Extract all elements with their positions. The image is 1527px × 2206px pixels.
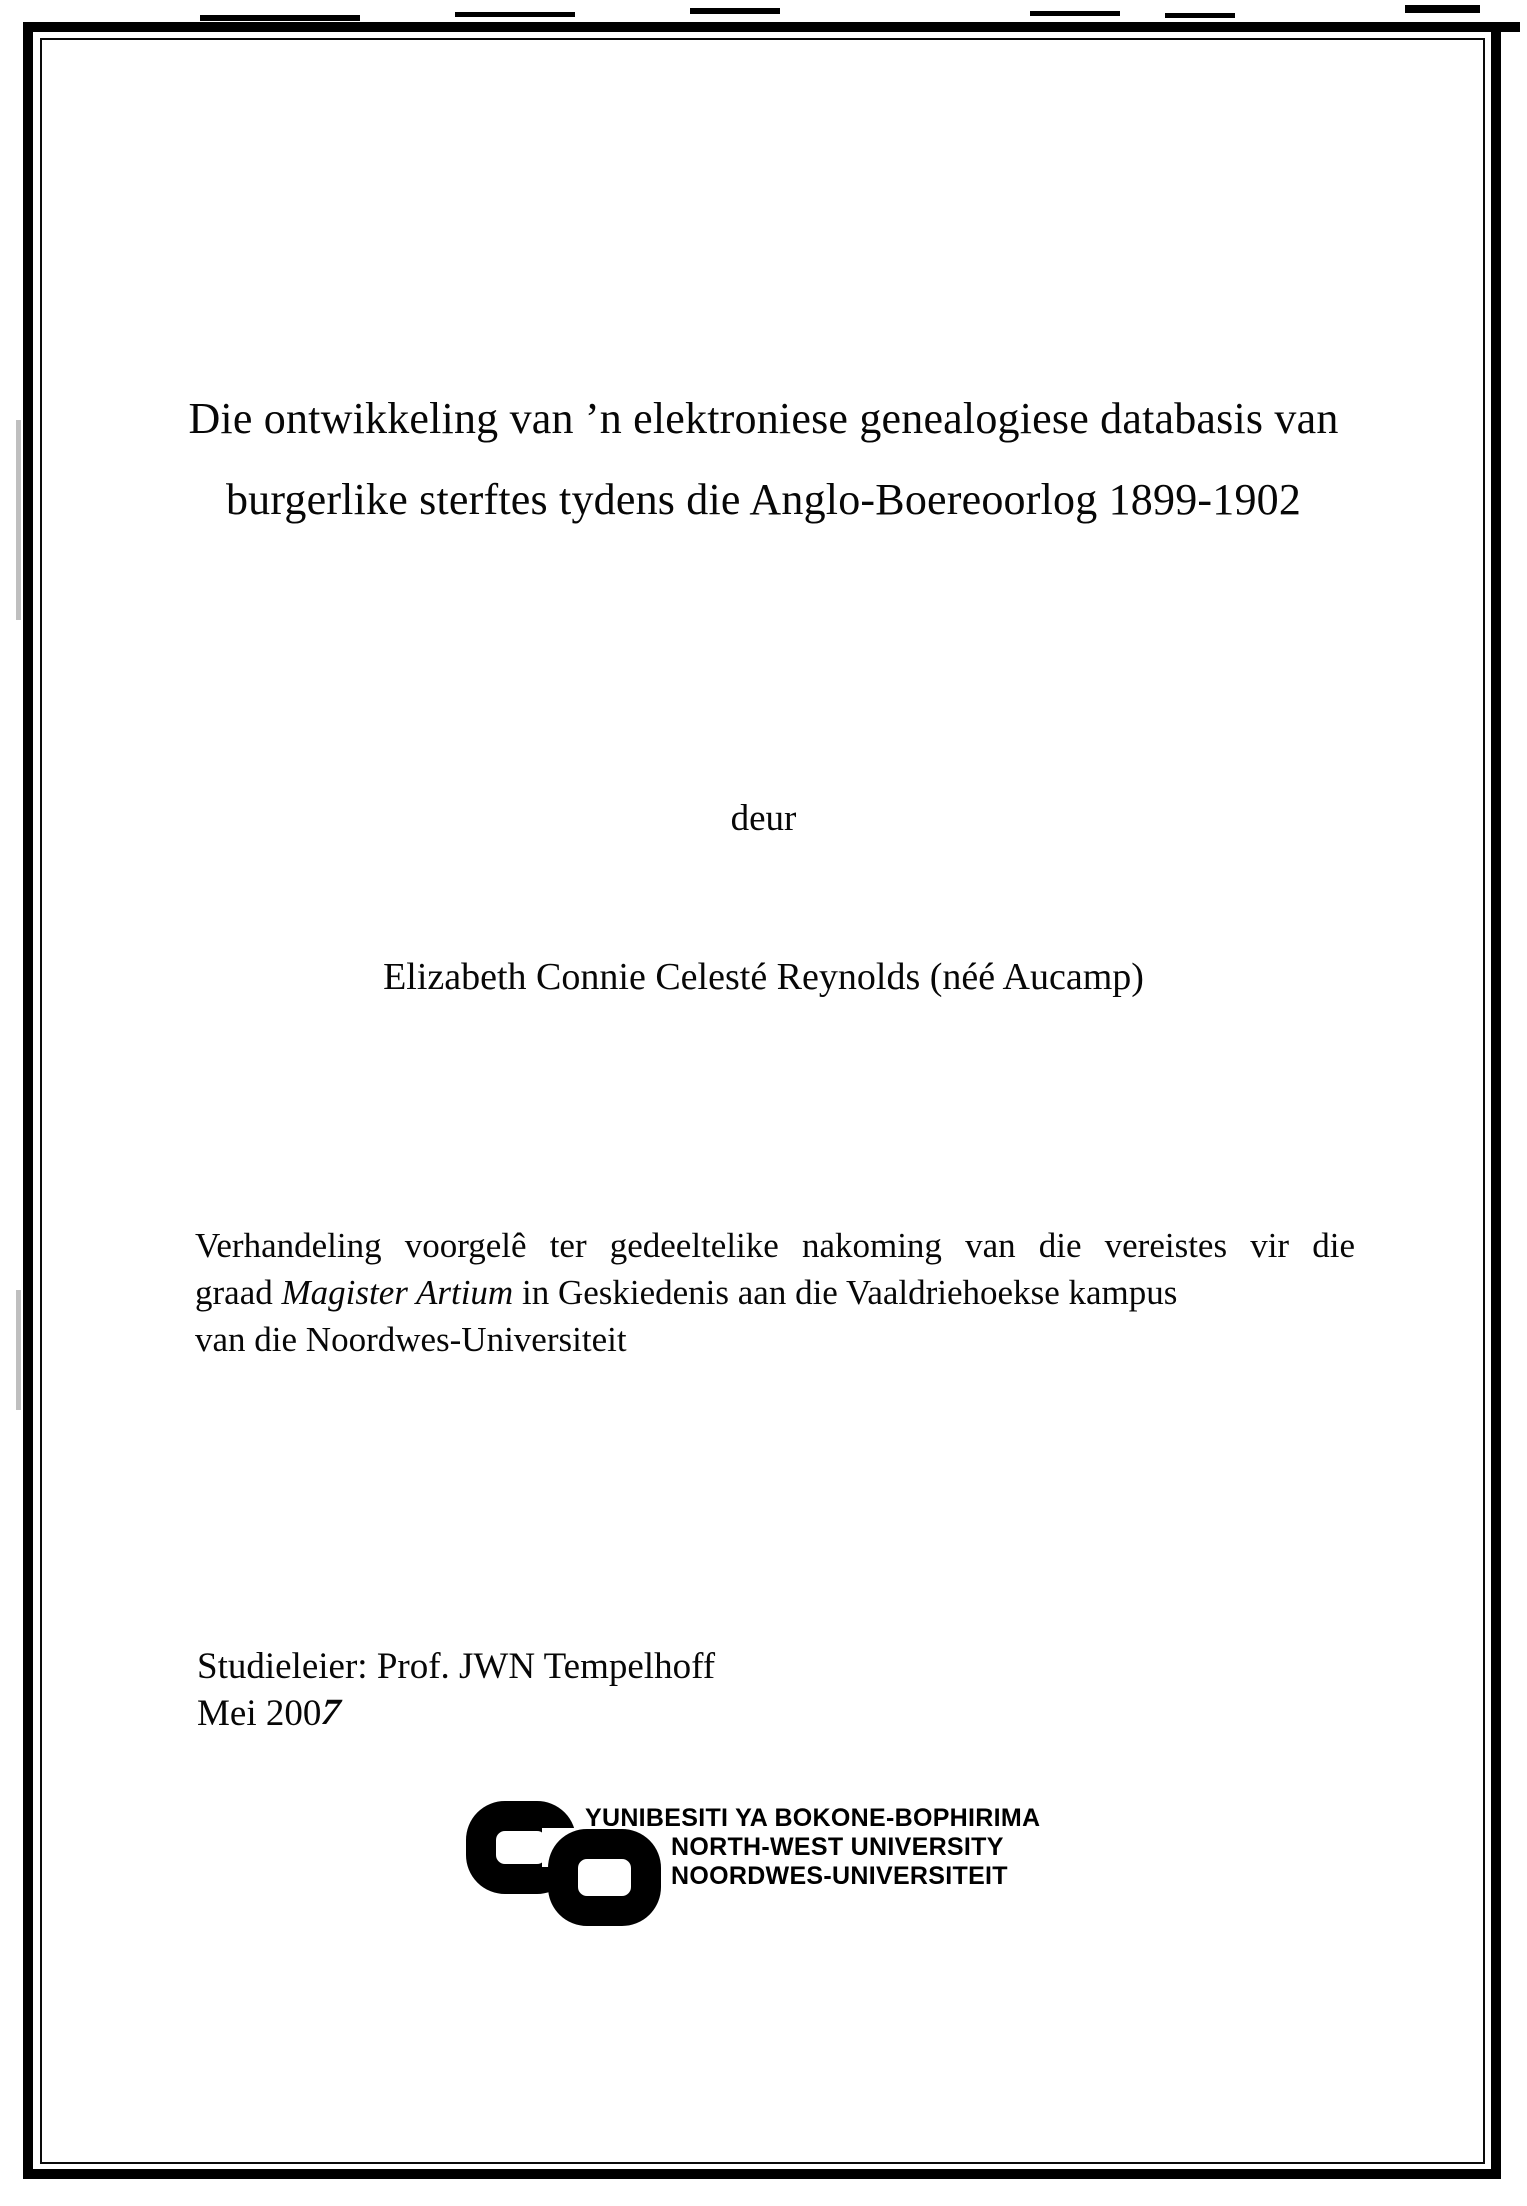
scan-artifact — [1498, 22, 1520, 32]
thesis-title-line-1: Die ontwikkeling van ’n elektroniese genealogiese databasis van — [188, 394, 1339, 443]
degree-statement-line-2-suffix: in Geskiedenis aan die Vaaldriehoekse kampus — [513, 1273, 1178, 1312]
scan-artifact — [690, 8, 780, 14]
thesis-title-line-2: burgerlike sterftes tydens die Anglo-Boereoorlog 1899-1902 — [225, 475, 1302, 524]
scan-artifact — [1165, 13, 1235, 18]
logo-text-english: NORTH-WEST UNIVERSITY — [671, 1833, 1004, 1861]
university-logo-text — [585, 1804, 1040, 1891]
scan-artifact — [200, 15, 360, 21]
logo-text-afrikaans: NOORDWES-UNIVERSITEIT — [671, 1862, 1008, 1890]
date-line — [197, 1692, 347, 1735]
byline: deur — [730, 798, 797, 839]
degree-statement — [195, 1222, 1355, 1363]
degree-statement-line-3: van die Noordwes-Universiteit — [195, 1320, 627, 1359]
date-prefix: Mei 200 — [197, 1693, 322, 1734]
supervisor-line: Studieleier: Prof. JWN Tempelhoff — [197, 1646, 716, 1687]
scan-artifact — [455, 12, 575, 17]
degree-statement-line-1: Verhandeling voorgelê ter gedeeltelike nakoming van die vereistes vir die — [195, 1226, 1355, 1265]
logo-text-setswana: YUNIBESITI YA BOKONE-BOPHIRIMA — [585, 1804, 1041, 1832]
degree-statement-line-2-prefix: graad — [195, 1273, 282, 1312]
scan-artifact — [1030, 11, 1120, 16]
scan-artifact — [1405, 5, 1480, 13]
scan-smudge — [16, 1290, 21, 1410]
degree-statement-line-2 — [195, 1269, 1355, 1316]
degree-name-italic: Magister Artium — [281, 1273, 514, 1312]
author-name: Elizabeth Connie Celesté Reynolds (néé Aucamp) — [383, 956, 1144, 998]
date-last-digit: 7 — [315, 1692, 347, 1733]
